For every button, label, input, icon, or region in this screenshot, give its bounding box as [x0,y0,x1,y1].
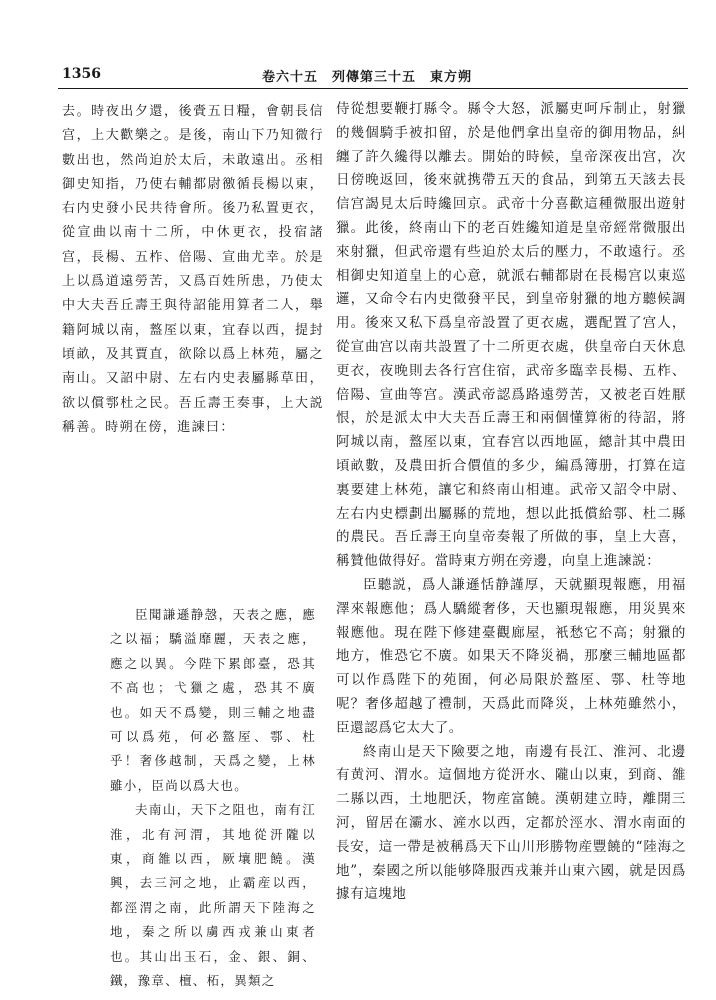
translation-column [336,98,686,907]
original-text-upper: 去。時夜出夕還，後賫五日糧，會朝長信宫，上大歡樂之。是後，南山下乃知微行數出也，然尚迫於太后，未敢遠出。丞相御史知指，乃使右輔都尉徼循長楊以東，右内史發小民共待會所。後乃私置更衣，從宣曲以南十二所，中休更衣，投宿諸宫，長楊、五柞、倍陽、宣曲尤幸。於是上以爲道遠勞苦，又爲百姓所患，乃使太中大夫吾丘壽王與待詔能用算者二人，舉籍阿城以南，盩厔以東，宜春以西，提封頃畝，及其賈直，欲除以爲上林苑，屬之南山。又詔中尉、左右内史表屬縣草田，欲以償鄠杜之民。吾丘壽王奏事，上大説稱善。時朔在傍，進諫曰： [62,104,324,435]
memorial-paragraph-2: 夫南山，天下之阻也，南有江淮，北有河渭，其地從汧隴以東，商雒以西，厥壤肥饒。漢興，去三河之地，止霸産以西，都涇渭之南，此所謂天下陸海之地，秦之所以虜西戎兼山東者也。其山出玉石，金、銀、銅、鐵，豫章、檀、柘，異類之 [110,802,316,989]
translation-paragraph-3: 終南山是天下險要之地，南邊有長江、淮河、北邊有黄河、渭水。這個地方從汧水、隴山以東，到商、雒二縣以西，土地肥沃，物産富饒。漢朝建立時，離開三河，留居在灞水、滻水以西，定都於涇水、渭水南面的長安，這一帶是被稱爲天下山川形勝物産豐饒的“陸海之地”，秦國之所以能够降服西戎兼并山東六國，就是因爲據有這塊地 [336,743,686,903]
translation-paragraph-1: 侍從想要鞭打縣令。縣令大怒，派屬吏呵斥制止，射獵的幾個騎手被扣留，於是他們拿出皇帝的御用物品，糾纏了許久纔得以離去。開始的時候，皇帝深夜出宫，次日傍晚返回，後來就携帶五天的食品，到第五天該去長信宫謁見太后時纔回京。武帝十分喜歡這種微服出遊射獵。此後，終南山下的老百姓纔知道是皇帝經常微服出來射獵，但武帝還有些迫於太后的壓力，不敢遠行。丞相御史知道皇上的心意，就派右輔都尉在長楊宫以東巡邏，又命令右内史徵發平民，到皇帝射獵的地方聽候調用。後來又私下爲皇帝設置了更衣處，選配置了宫人，從宣曲宫以南共設置了十二所更衣處，供皇帝白天休息更衣，夜晚則去各行宫住宿，武帝多臨幸長楊、五柞、倍陽、宣曲等宫。漢武帝認爲路遠勞苦，又被老百姓厭恨，於是派太中大夫吾丘壽王和兩個懂算術的待詔，將阿城以南，盩厔以東，宜春宫以西地區，總計其中農田頃畝數，及農田折合價值的多少，編爲簿册，打算在這裏要建上林苑，讓它和終南山相連。武帝又詔令中尉、左右内史標劃出屬縣的荒地，想以此抵償給鄠、杜二縣的農民。吾丘壽王向皇帝奏報了所做的事，皇上大喜，稱贊他做得好。當時東方朔在旁邊，向皇上進諫説： [336,101,686,570]
original-memorial-block [110,603,316,994]
running-head: 卷六十五 列傳第三十五 東方朔 [262,70,473,85]
header-rule [58,88,688,89]
memorial-paragraph-1: 臣聞謙遜静愨，天表之應，應之以福；驕溢靡麗，天表之應，應之以異。今陛下累郎臺，恐其不高也；弋獵之處，恐其不廣也。如天不爲變，則三輔之地盡可以爲苑，何必盩厔、鄠、杜乎！奢侈越制，天爲之變，上林雖小，臣尚以爲大也。 [110,607,316,793]
translation-paragraph-2: 臣聽説，爲人謙遜恬静謹厚，天就顯現報應，用福澤來報應他；爲人驕縱奢侈，天也顯現報應，用災異來報應他。現在陛下修建臺觀廊屋，衹愁它不高；射獵的地方，惟恐它不廣。如果天不降災禍，那麼三輔地區都可以作爲陛下的苑囿，何必局限於盩厔、鄠、杜等地呢？奢侈超越了禮制，天爲此而降災，上林苑雖然小，臣還認爲它太大了。 [336,576,686,736]
page-number: 1356 [62,66,101,82]
